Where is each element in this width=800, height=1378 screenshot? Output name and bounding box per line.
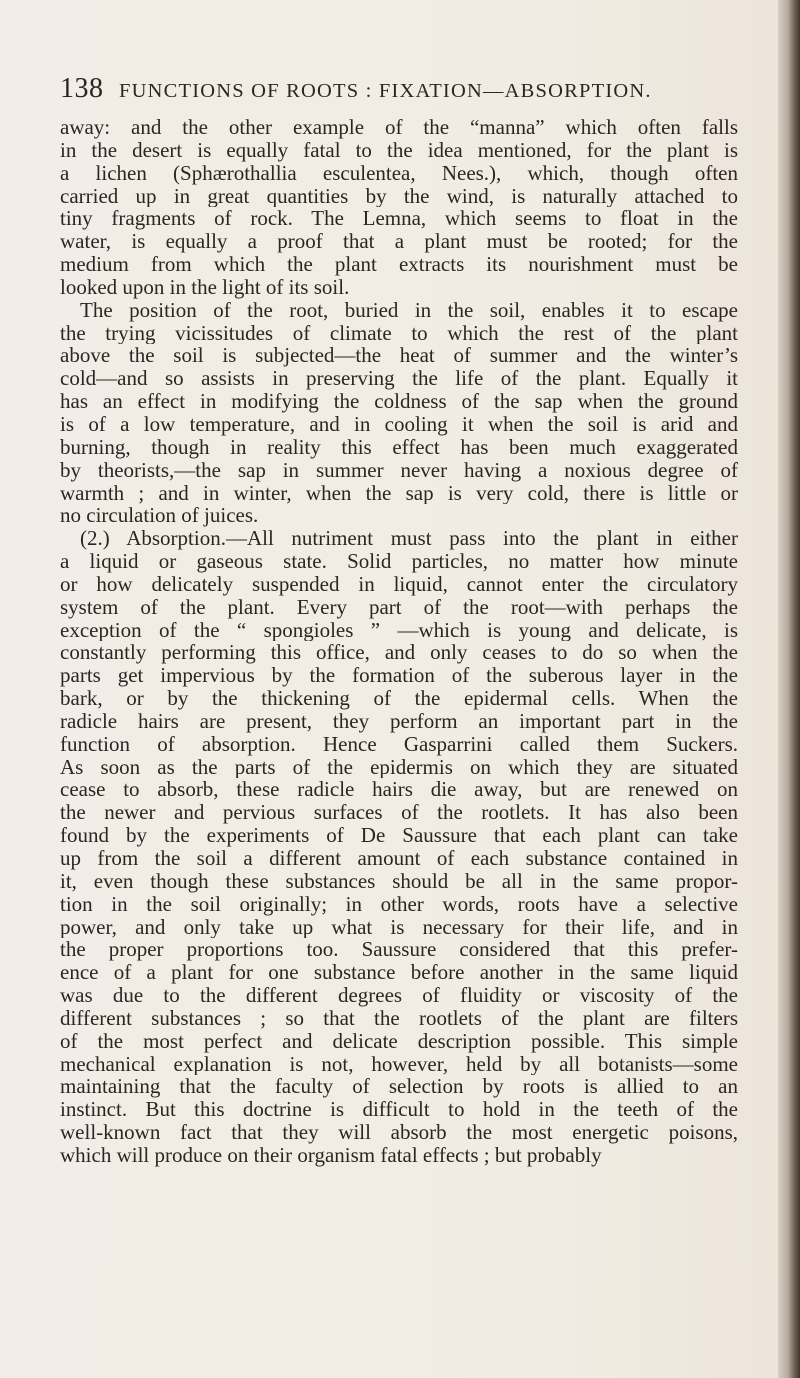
text-line: looked upon in the light of its soil. — [60, 275, 350, 299]
text-line: the newer and pervious surfaces of the rootlets. It has also been — [60, 801, 738, 825]
text-line: which will produce on their organism fatal effects ; but probably — [60, 1143, 602, 1167]
text-line: the trying vicissitudes of climate to which the rest of the plant — [60, 321, 738, 345]
text-line: power, and only take up what is necessary for their life, and in — [60, 915, 738, 939]
text-line: tiny fragments of rock. The Lemna, which seems to float in the — [60, 207, 738, 231]
text-line: above the soil is subjected—the heat of summer and the winter’s — [60, 344, 738, 368]
text-line: system of the plant. Every part of the root—with perhaps the — [60, 595, 738, 619]
text-line: ence of a plant for one substance before another in the same liquid — [60, 961, 738, 985]
text-line: in the desert is equally fatal to the idea mentioned, for the plant is — [60, 138, 738, 162]
text-line: well-known fact that they will absorb the most energetic poisons, — [60, 1121, 738, 1144]
text-line: a lichen (Sphærothallia esculentea, Nees.), which, though often — [60, 161, 738, 185]
text-line: found by the experiments of De Saussure that each plant can take — [60, 824, 738, 847]
text-line: medium from which the plant extracts its nourishment must be — [60, 253, 738, 276]
text-line: cold—and so assists in preserving the life of the plant. Equally it — [60, 367, 738, 391]
text-line: up from the soil a different amount of each substance contained in — [60, 847, 738, 870]
text-line: a liquid or gaseous state. Solid particles, no matter how minute — [60, 550, 738, 573]
text-line: cease to absorb, these radicle hairs die away, but are renewed on — [60, 778, 738, 802]
page-edge-shadow — [778, 0, 800, 1378]
running-head — [60, 72, 760, 106]
text-line: no circulation of juices. — [60, 504, 259, 528]
text-line: water, is equally a proof that a plant must be rooted; for the — [60, 230, 738, 254]
text-line: or how delicately suspended in liquid, cannot enter the circulatory — [60, 572, 738, 596]
text-line: tion in the soil originally; in other words, roots have a selective — [60, 892, 738, 916]
text-line: was due to the different degrees of fluidity or viscosity of the — [60, 984, 738, 1007]
text-line: different substances ; so that the rootlets of the plant are filters — [60, 1006, 738, 1030]
text-line: radicle hairs are present, they perform an important part in the — [60, 709, 738, 733]
text-line: mechanical explanation is not, however, held by all botanists—some — [60, 1052, 738, 1076]
text-line: by theorists,—the sap in summer never having a noxious degree of — [60, 458, 738, 482]
text-line: warmth ; and in winter, when the sap is very cold, there is little or — [60, 481, 738, 505]
text-line: it, even though these substances should be all in the same propor- — [60, 869, 738, 893]
text-line: has an effect in modifying the coldness of the sap when the ground — [60, 390, 738, 413]
text-line: The position of the root, buried in the soil, enables it to escape — [80, 298, 738, 322]
text-line: bark, or by the thickening of the epidermal cells. When the — [60, 687, 738, 710]
text-line: As soon as the parts of the epidermis on which they are situated — [60, 755, 738, 779]
text-line: is of a low temperature, and in cooling it when the soil is arid and — [60, 412, 738, 436]
text-line: instinct. But this doctrine is difficult to hold in the teeth of the — [60, 1098, 738, 1122]
text-line: constantly performing this office, and only ceases to do so when the — [60, 641, 738, 665]
text-line: (2.) Absorption.—All nutriment must pass into the plant in either — [80, 527, 738, 551]
chapter-heading: FUNCTIONS OF ROOTS : FIXATION—ABSORPTION. — [119, 80, 652, 102]
text-line: burning, though in reality this effect has been much exaggerated — [60, 435, 738, 459]
body-text — [60, 116, 738, 1167]
text-line: carried up in great quantities by the wind, is naturally attached to — [60, 184, 738, 208]
text-line: function of absorption. Hence Gasparrini called them Suckers. — [60, 732, 738, 756]
text-line: parts get impervious by the formation of the suberous layer in the — [60, 664, 738, 688]
text-line: exception of the “ spongioles ” —which is young and delicate, is — [60, 618, 738, 642]
text-line: away: and the other example of the “manna” which often falls — [60, 116, 738, 139]
text-line: maintaining that the faculty of selection by roots is allied to an — [60, 1075, 738, 1099]
text-line: the proper proportions too. Saussure considered that this prefer- — [60, 938, 738, 962]
page-number: 138 — [60, 73, 104, 104]
text-line: of the most perfect and delicate description possible. This simple — [60, 1029, 738, 1053]
